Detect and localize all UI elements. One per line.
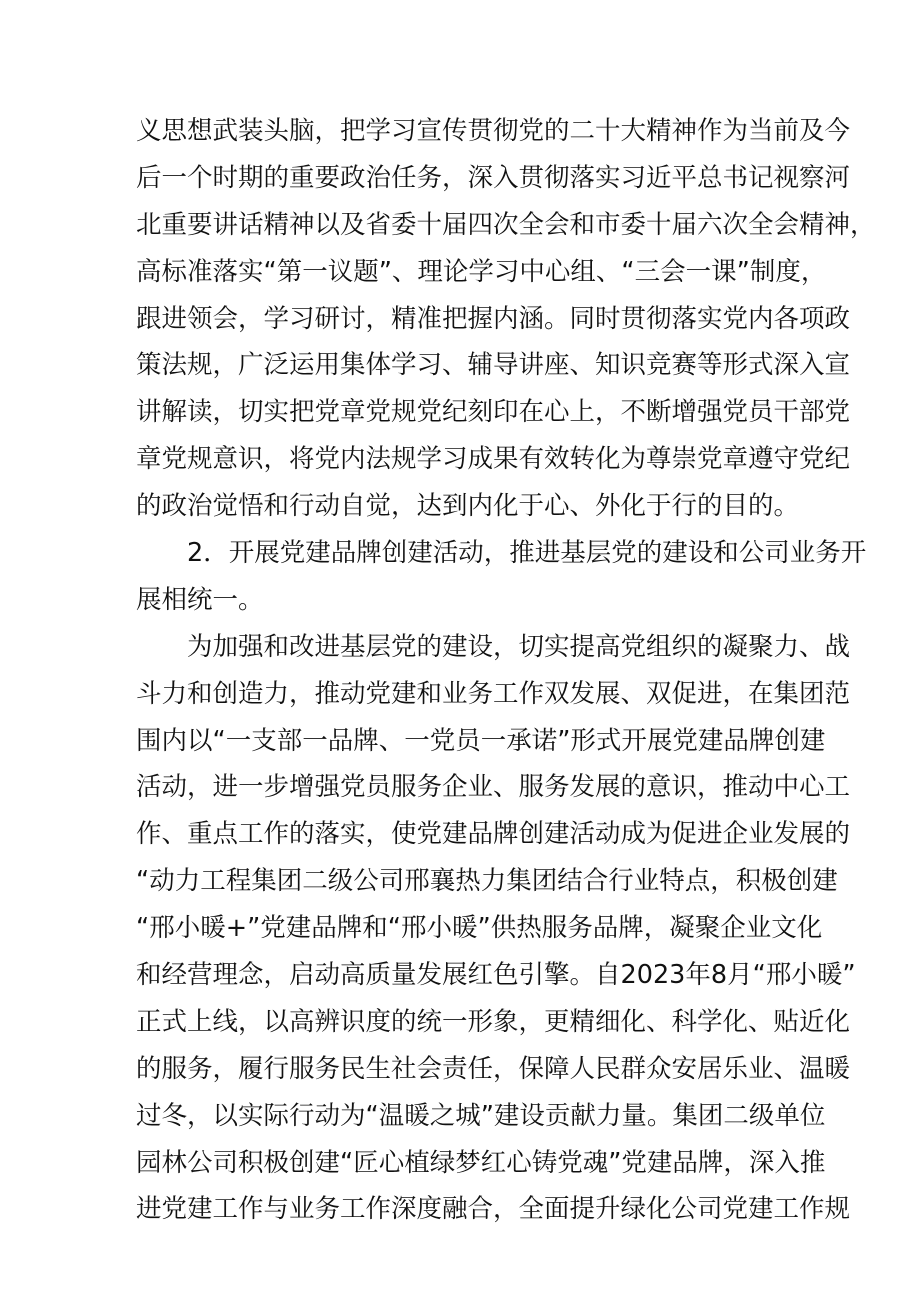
text-line: 高标准落实“第一议题”、理论学习中心组、“三会一课”制度， (136, 256, 827, 287)
text-line: “邢小暖+”党建品牌和“邢小暖”供热服务品牌，凝聚企业文化 (136, 913, 823, 944)
paragraph-end-line: 的政治觉悟和行动自觉，达到内化于心、外化于行的目的。 (136, 491, 800, 522)
text-line: 和经营理念，启动高质量发展红色引擎。自2023年8月“邢小暖” (136, 960, 856, 991)
text-line: 策法规，广泛运用集体学习、辅导讲座、知识竞赛等形式深入宣 (136, 350, 851, 381)
heading-end-line: 展相统一。 (136, 584, 264, 615)
text-line: 北重要讲话精神以及省委十届四次全会和市委十届六次全会精神， (136, 209, 876, 240)
text-line: 围内以“一支部一品牌、一党员一承诺”形式开展党建品牌创建 (136, 725, 826, 756)
text-line: 活动，进一步增强党员服务企业、服务发展的意识，推动中心工 (136, 772, 851, 803)
text-line: 义思想武装头脑，把学习宣传贯彻党的二十大精神作为当前及今 (136, 116, 851, 146)
text-line: 的服务，履行服务民生社会责任，保障人民群众安居乐业、温暖 (136, 1053, 851, 1084)
text-line: 作、重点工作的落实，使党建品牌创建活动成为促进企业发展的 (136, 819, 851, 850)
text-line: 园林公司积极创建“匠心植绿梦红心铸党魂”党建品牌，深入推 (136, 1147, 826, 1178)
text-line: 正式上线，以高辨识度的统一形象，更精细化、科学化、贴近化 (136, 1006, 851, 1037)
text-line: 进党建工作与业务工作深度融合，全面提升绿化公司党建工作规 (136, 1194, 851, 1225)
text-line: 章党规意识，将党内法规学习成果有效转化为尊崇党章遵守党纪 (136, 444, 851, 475)
text-line: 讲解读，切实把党章党规党纪刻印在心上，不断增强党员干部党 (136, 397, 851, 428)
text-line: 过冬，以实际行动为“温暖之城”建设贡献力量。集团二级单位 (136, 1100, 826, 1131)
text-line: “动力工程集团二级公司邢襄热力集团结合行业特点，积极创建 (136, 866, 838, 897)
text-line: 跟进领会，学习研讨，精准把握内涵。同时贯彻落实党内各项政 (136, 303, 851, 334)
text-line: 斗力和创造力，推动党建和业务工作双发展、双促进，在集团范 (136, 678, 851, 709)
heading-line: 2．开展党建品牌创建活动，推进基层党的建设和公司业务开 (136, 538, 867, 569)
text-line: 后一个时期的重要政治任务，深入贯彻落实习近平总书记视察河 (136, 162, 851, 193)
text-line: 为加强和改进基层党的建设，切实提高党组织的凝聚力、战 (136, 631, 851, 662)
body-text (136, 108, 876, 1233)
